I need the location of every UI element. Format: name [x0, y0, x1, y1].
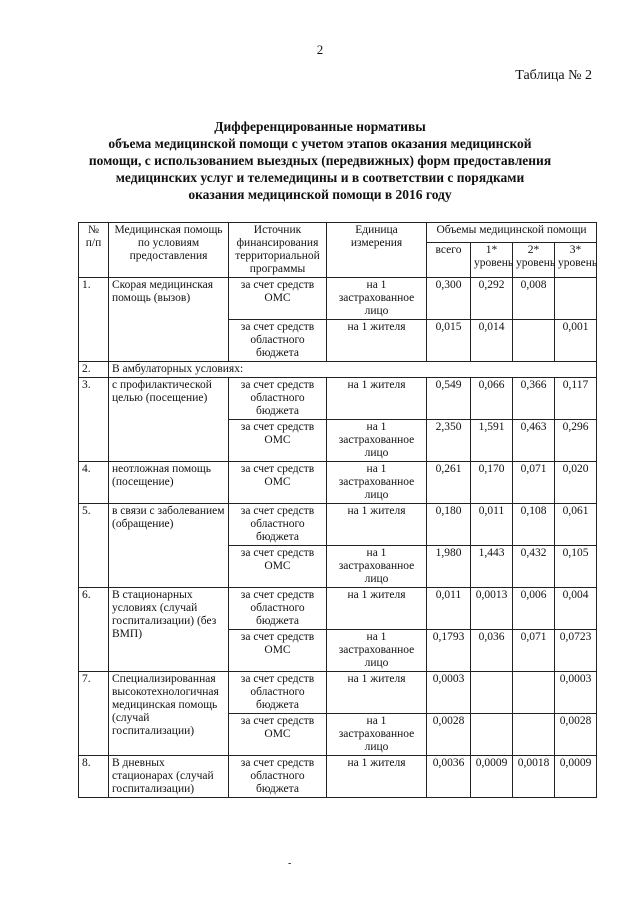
title-line: Дифференцированные нормативы	[214, 119, 426, 134]
table-row	[79, 362, 597, 378]
row-care-kind: Специализированная высокотехнологичная медицинская помощь (случай госпитализации)	[109, 672, 229, 756]
row-level-2: 0,008	[513, 278, 555, 320]
row-total: 0,0003	[427, 672, 471, 714]
row-source: за счет средств ОМС	[229, 462, 327, 504]
header-source: Источник финансирования территориальной программы	[229, 223, 327, 278]
row-level-3: 0,105	[555, 546, 597, 588]
row-level-2	[513, 672, 555, 714]
document-title	[60, 118, 580, 203]
row-level-3: 0,004	[555, 588, 597, 630]
norms-table	[78, 222, 597, 798]
row-level-1: 0,292	[471, 278, 513, 320]
row-level-1	[471, 714, 513, 756]
row-total: 0,180	[427, 504, 471, 546]
row-unit: на 1 застрахованное лицо	[327, 546, 427, 588]
row-care-kind: неотложная помощь (посещение)	[109, 462, 229, 504]
row-total: 2,350	[427, 420, 471, 462]
row-number: 5.	[79, 504, 109, 588]
row-unit: на 1 застрахованное лицо	[327, 420, 427, 462]
table-row	[79, 756, 597, 798]
row-total: 0,261	[427, 462, 471, 504]
row-level-3	[555, 278, 597, 320]
row-level-1	[471, 672, 513, 714]
row-number: 4.	[79, 462, 109, 504]
row-total: 0,549	[427, 378, 471, 420]
row-source: за счет средств областного бюджета	[229, 378, 327, 420]
row-level-2: 0,0018	[513, 756, 555, 798]
header-volumes: Объемы медицинской помощи	[427, 223, 597, 243]
header-level-1: 1* уровень	[471, 242, 513, 277]
row-source: за счет средств ОМС	[229, 630, 327, 672]
row-level-3: 0,061	[555, 504, 597, 546]
row-care-kind: в связи с заболеванием (обращение)	[109, 504, 229, 588]
row-level-2	[513, 320, 555, 362]
bottom-mark: -	[288, 858, 292, 869]
row-level-2: 0,366	[513, 378, 555, 420]
row-total: 1,980	[427, 546, 471, 588]
header-level-2: 2* уровень	[513, 242, 555, 277]
row-level-1: 1,443	[471, 546, 513, 588]
header-kind: Медицинская помощь по условиям предоставления	[109, 223, 229, 278]
header-unit: Единица измерения	[327, 223, 427, 278]
row-unit: на 1 застрахованное лицо	[327, 630, 427, 672]
row-source: за счет средств ОМС	[229, 420, 327, 462]
row-unit: на 1 застрахованное лицо	[327, 278, 427, 320]
row-unit: на 1 жителя	[327, 672, 427, 714]
row-level-2: 0,108	[513, 504, 555, 546]
row-source: за счет средств областного бюджета	[229, 672, 327, 714]
row-unit: на 1 застрахованное лицо	[327, 714, 427, 756]
row-source: за счет средств ОМС	[229, 278, 327, 320]
row-care-kind: В дневных стационарах (случай госпитализации)	[109, 756, 229, 798]
row-source: за счет средств областного бюджета	[229, 588, 327, 630]
row-level-2: 0,071	[513, 462, 555, 504]
row-care-kind: с профилактической целью (посещение)	[109, 378, 229, 462]
row-care-kind: Скорая медицинская помощь (вызов)	[109, 278, 229, 362]
title-line: оказания медицинской помощи в 2016 году	[188, 187, 452, 202]
header-num: № п/п	[79, 223, 109, 278]
row-total: 0,0036	[427, 756, 471, 798]
row-number: 1.	[79, 278, 109, 362]
row-level-2: 0,071	[513, 630, 555, 672]
row-unit: на 1 жителя	[327, 378, 427, 420]
row-unit: на 1 застрахованное лицо	[327, 462, 427, 504]
row-number: 2.	[79, 362, 109, 378]
row-source: за счет средств областного бюджета	[229, 320, 327, 362]
row-level-3: 0,0723	[555, 630, 597, 672]
row-source: за счет средств ОМС	[229, 714, 327, 756]
row-total: 0,011	[427, 588, 471, 630]
row-total: 0,1793	[427, 630, 471, 672]
row-level-1: 1,591	[471, 420, 513, 462]
row-level-1: 0,0013	[471, 588, 513, 630]
table-row	[79, 378, 597, 420]
row-number: 3.	[79, 378, 109, 462]
row-level-1: 0,014	[471, 320, 513, 362]
row-unit: на 1 жителя	[327, 320, 427, 362]
row-unit: на 1 жителя	[327, 588, 427, 630]
table-row	[79, 504, 597, 546]
table-row	[79, 672, 597, 714]
table-row	[79, 278, 597, 320]
row-number: 7.	[79, 672, 109, 756]
row-care-kind: В стационарных условиях (случай госпитализации) (без ВМП)	[109, 588, 229, 672]
row-total: 0,0028	[427, 714, 471, 756]
row-level-1: 0,170	[471, 462, 513, 504]
row-number: 6.	[79, 588, 109, 672]
row-source: за счет средств ОМС	[229, 546, 327, 588]
row-level-3: 0,0028	[555, 714, 597, 756]
row-source: за счет средств областного бюджета	[229, 756, 327, 798]
row-level-3: 0,0003	[555, 672, 597, 714]
row-level-2: 0,463	[513, 420, 555, 462]
table-row	[79, 588, 597, 630]
row-source: за счет средств областного бюджета	[229, 504, 327, 546]
row-total: 0,015	[427, 320, 471, 362]
row-level-2: 0,432	[513, 546, 555, 588]
row-level-1: 0,0009	[471, 756, 513, 798]
row-section-title: В амбулаторных условиях:	[109, 362, 597, 378]
row-level-2: 0,006	[513, 588, 555, 630]
title-line: объема медицинской помощи с учетом этапов оказания медицинской	[108, 136, 532, 151]
row-level-3: 0,020	[555, 462, 597, 504]
row-level-3: 0,296	[555, 420, 597, 462]
row-level-1: 0,066	[471, 378, 513, 420]
row-level-2	[513, 714, 555, 756]
row-number: 8.	[79, 756, 109, 798]
header-total: всего	[427, 242, 471, 277]
row-level-3: 0,0009	[555, 756, 597, 798]
row-level-1: 0,036	[471, 630, 513, 672]
table-body	[79, 278, 597, 798]
row-level-3: 0,001	[555, 320, 597, 362]
title-line: медицинских услуг и телемедицины и в соответствии с порядками	[115, 170, 525, 185]
title-line: помощи, с использованием выездных (передвижных) форм предоставления	[88, 153, 552, 168]
row-unit: на 1 жителя	[327, 756, 427, 798]
table-row	[79, 462, 597, 504]
row-level-3: 0,117	[555, 378, 597, 420]
table-number: Таблица № 2	[515, 68, 592, 83]
row-total: 0,300	[427, 278, 471, 320]
row-unit: на 1 жителя	[327, 504, 427, 546]
row-level-1: 0,011	[471, 504, 513, 546]
page-number: 2	[316, 42, 324, 57]
header-level-3: 3* уровень	[555, 242, 597, 277]
